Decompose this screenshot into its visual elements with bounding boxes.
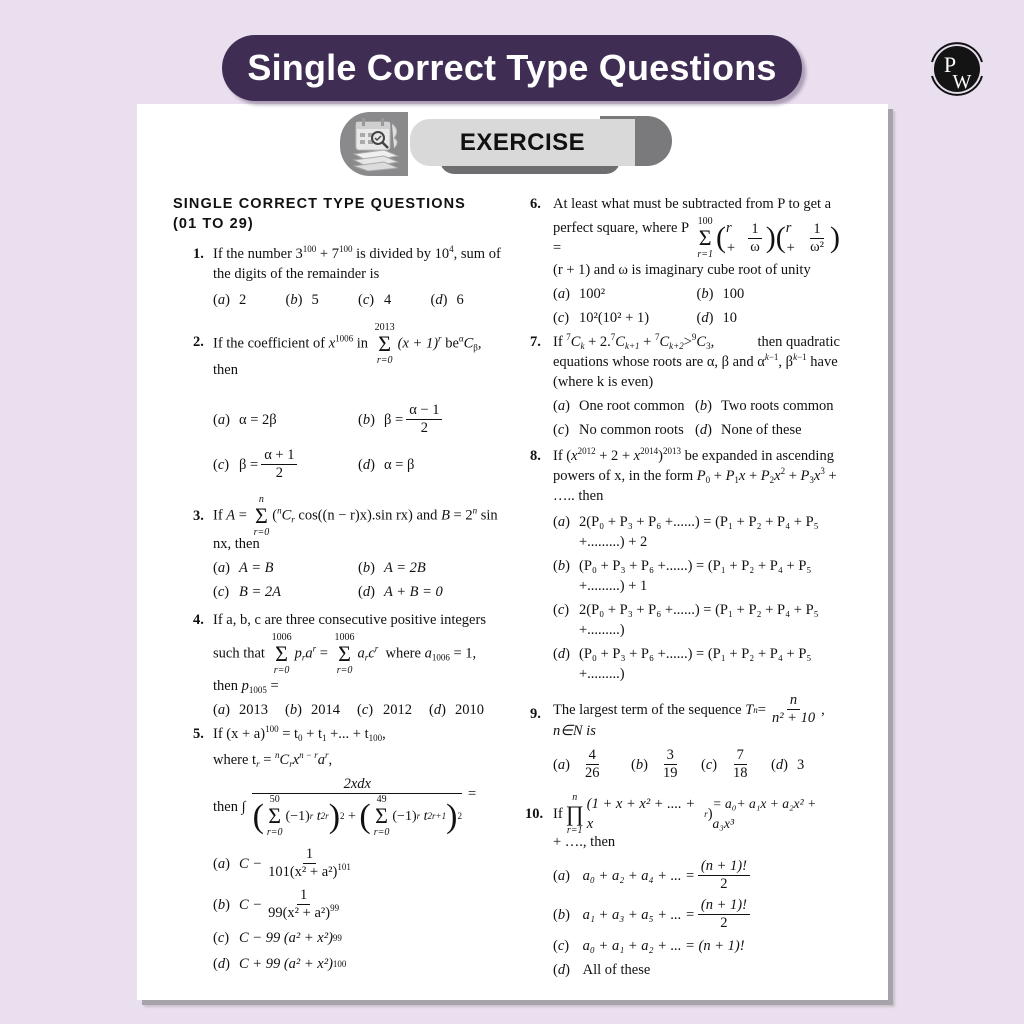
option-c[interactable]: ( c ) β = $\frac{\alpha + 1}{2}$ [213, 447, 358, 482]
question-text: If $^7C_k + 2.^7C_{k+1} + ^7C_{k+2}>^9C_3$, then quadratic equations whose roots are α, β and $\alpha^{k-1}$, $\beta^{k-1}$ have (where k is even) [553, 332, 840, 390]
options [553, 747, 840, 782]
option-b[interactable]: ( b ) β = $\frac{\alpha - 1}{2}$ [358, 402, 503, 437]
question-text: If the coefficient of $x^{1006}$ in 2013 Σ r=0 $(x + 1)^r$ $be^\alpha C_\beta$, then [213, 322, 482, 378]
option-b[interactable]: ( b ) 100 [697, 284, 841, 304]
question-3 [173, 494, 503, 602]
option-a[interactable]: ( a ) 2 [213, 290, 286, 310]
option-d[interactable]: ( d ) (P₀ + P₃ + P₆ +......) = (P₁ + P₂ + P₄ + P₅ +.........) [553, 644, 840, 684]
option-d[interactable]: ( d ) All of these [553, 960, 840, 980]
options [213, 290, 503, 310]
question-10 [525, 792, 840, 980]
exercise-banner [340, 110, 675, 175]
option-a[interactable]: ( a ) 2013 [213, 700, 285, 720]
options [213, 846, 503, 974]
calendar-books-icon [348, 116, 406, 172]
option-b[interactable]: ( b ) 5 [286, 290, 359, 310]
question-1 [173, 244, 503, 310]
option-d[interactable]: ( d ) 6 [431, 290, 504, 310]
option-c[interactable]: ( c ) 10²(10² + 1) [553, 308, 697, 328]
option-a[interactable]: ( a ) 100² [553, 284, 697, 304]
option-d[interactable]: ( d ) 2010 [429, 700, 501, 720]
question-4 [173, 610, 503, 720]
option-c[interactable]: ( c ) 2012 [357, 700, 429, 720]
question-number: 5. [193, 726, 204, 742]
option-d[interactable]: ( d ) C + 99 (a² + x²) 100 [213, 954, 503, 974]
option-a[interactable]: ( a ) a₀ + a₂ + a₄ + ... = $\frac{(n + 1)!}{2}$ [553, 858, 840, 893]
option-a[interactable]: ( a ) α = 2β [213, 402, 358, 437]
options [213, 700, 503, 720]
svg-text:P: P [943, 52, 957, 77]
question-text: If A = n Σ r=0 ($^nC_r$ cos((n − r)x).sin rx) and $B = 2^n$ sin nx, then [213, 494, 498, 552]
option-a[interactable]: ( a ) A = B [213, 558, 358, 578]
question-text: If $(x + a)^{100} = t_0 + t_1$ +... + $t_{100}$, where $t_r = ^nC_rx^{n - r}a^r$, then ∫ 2xdx ( 50 Σ r=0 (−1) r t 2r ) 2 + ( 49 Σ r=0 (−1) r t 2r+1 ) 2 = [213, 724, 477, 838]
option-b[interactable]: ( b ) Two roots common [695, 396, 855, 416]
question-number: 3. [193, 508, 204, 524]
options [213, 558, 503, 602]
integral-fraction: 2xdx ( 50 Σ r=0 (−1) r t 2r ) 2 + ( 49 Σ r=0 (−1) r t 2r+1 ) 2 [252, 776, 462, 838]
option-d[interactable]: ( d ) 10 [697, 308, 841, 328]
option-d[interactable]: ( d ) A + B = 0 [358, 582, 503, 602]
option-b[interactable]: ( b ) a₁ + a₃ + a₅ + ... = $\frac{(n + 1)!}{2}$ [553, 897, 840, 932]
question-text: If a, b, c are three consecutive positive integers such that 1006 Σ r=0 $p_ra^r$ = 1006 Σ r=0 $a_rc^r$ where $a_{1006} = 1$, then $p_{1005}$ = [213, 612, 486, 695]
question-number: 7. [530, 334, 541, 350]
options [553, 858, 840, 980]
question-5 [173, 724, 503, 974]
question-number: 2. [193, 334, 204, 350]
option-c[interactable]: ( c ) 2(P₀ + P₃ + P₆ +......) = (P₁ + P₂ + P₄ + P₅ +.........) [553, 600, 840, 640]
question-7 [530, 332, 840, 440]
option-a[interactable]: ( a ) C − $\frac{1}{101(x^2 + a^2)^{101}}$ [213, 846, 503, 881]
section-heading-line2: (01 TO 29) [173, 216, 254, 232]
option-d[interactable]: ( d ) α = β [358, 447, 503, 482]
question-9 [530, 692, 840, 782]
question-2 [173, 322, 503, 482]
option-b[interactable]: ( b ) (P₀ + P₃ + P₆ +......) = (P₁ + P₂ + P₄ + P₅ +.........) + 1 [553, 556, 840, 596]
page-title: Single Correct Type Questions [222, 35, 802, 101]
option-d[interactable]: ( d ) None of these [695, 420, 855, 440]
question-8 [530, 446, 840, 684]
options [553, 512, 840, 684]
question-text: If the number $3^{100} + 7^{100}$ is divided by $10^4$, sum of the digits of the remainder is [213, 244, 501, 282]
left-column [173, 194, 503, 974]
section-heading [173, 194, 503, 234]
right-column [525, 194, 840, 980]
question-text: The largest term of the sequence T n = $\frac{n}{\text{n² + 10}}$ , n∈N is [553, 692, 825, 739]
section-heading-line1: SINGLE CORRECT TYPE QUESTIONS [173, 196, 466, 212]
option-c[interactable]: ( c ) 4 [358, 290, 431, 310]
question-number: 10. [525, 806, 544, 822]
svg-text:W: W [952, 71, 972, 93]
question-6 [530, 194, 840, 328]
option-b[interactable]: ( b ) C − $\frac{1}{99(x^2 + a^2)^{99}}$ [213, 887, 503, 922]
pw-logo-icon [926, 38, 988, 100]
question-number: 8. [530, 448, 541, 464]
summation: 2013 Σ r=0 [374, 322, 395, 366]
question-text: At least what must be subtracted from P to get a perfect square, where P = 100 Σ r=1 ( r + $\frac{1}{\omega}$ ) ( r + $\frac{1}{\text{ω²}}$ ) (r + 1) and ω is imaginary cube root of unity [553, 196, 840, 278]
option-a[interactable]: ( a ) One root common [553, 396, 695, 416]
exercise-label: EXERCISE [410, 119, 635, 166]
question-number: 1. [193, 246, 204, 262]
option-c[interactable]: ( c ) C − 99 (a² + x²) 99 [213, 928, 503, 948]
option-d[interactable]: ( d ) 3 [771, 747, 831, 782]
question-number: 9. [530, 706, 541, 722]
pw-logo [926, 38, 988, 100]
question-text: If $(x^{2012} + 2 + x^{2014})^{2013}$ be expanded in ascending powers of x, in the form $P_0 + P_1x + P_2x^2 + P_3x^3$ + ….. then [553, 446, 837, 504]
option-a[interactable]: ( a ) 2(P₀ + P₃ + P₆ +......) = (P₁ + P₂ + P₄ + P₅ +.........) + 2 [553, 512, 840, 552]
option-c[interactable]: ( c ) No common roots [553, 420, 695, 440]
option-b[interactable]: ( b ) A = 2B [358, 558, 503, 578]
options [553, 284, 840, 328]
option-a[interactable]: ( a ) $\frac{4}{26}$ [553, 747, 631, 782]
option-c[interactable]: ( c ) B = 2A [213, 582, 358, 602]
option-b[interactable]: ( b ) 2014 [285, 700, 357, 720]
question-number: 4. [193, 612, 204, 628]
option-b[interactable]: ( b ) $\frac{3}{19}$ [631, 747, 701, 782]
options [553, 396, 840, 440]
option-c[interactable]: ( c ) $\frac{7}{18}$ [701, 747, 771, 782]
question-text: If n ∏ r=1 (1 + x + x² + .... + x r ) = a₀+ a₁x + a₂x² + a₃x³ + …., then [553, 792, 817, 850]
option-c[interactable]: ( c ) a₀ + a₁ + a₂ + ... = (n + 1)! [553, 936, 840, 956]
options [213, 402, 503, 482]
question-number: 6. [530, 196, 541, 212]
